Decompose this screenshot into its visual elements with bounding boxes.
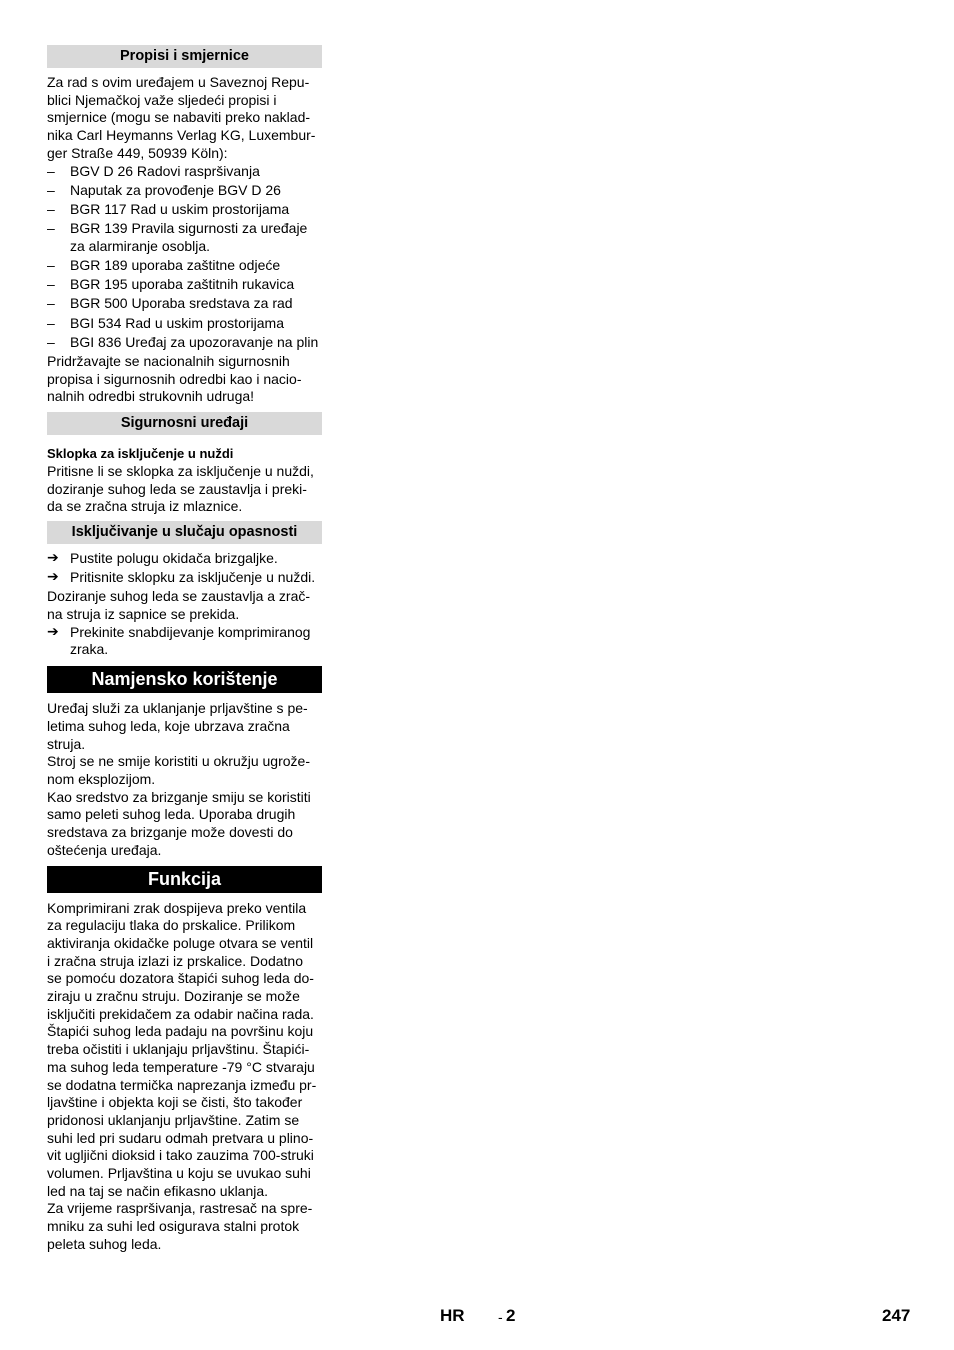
text-line: nom eksplozijom.: [47, 771, 156, 787]
list-item-text: zraka.: [70, 641, 109, 658]
dash-bullet: –: [47, 276, 55, 293]
section-heading-function: Funkcija: [47, 866, 322, 893]
list-item-text: za alarmiranje osoblja.: [70, 237, 211, 254]
text-line: Za vrijeme raspršivanja, rastresač na spre-: [47, 1200, 313, 1217]
text-line: Doziranje suhog leda se zaustavlja a zrač-: [47, 588, 311, 605]
instruction-step: [47, 550, 322, 568]
text-line: se dodatna termička naprezanja između pr-: [47, 1076, 317, 1093]
text-line: ma suhog leda temperature -79 °C stvaraju: [47, 1058, 315, 1075]
text-line: nalnih odredbi strukovnih udruga!: [47, 388, 255, 405]
section-heading-safety-devices: Sigurnosni uređaji: [47, 412, 322, 435]
text-line: propisa i sigurnosnih odredbi kao i nacio-: [47, 370, 302, 387]
regulations-outro: [47, 353, 322, 406]
dash-bullet: –: [47, 220, 55, 237]
dash-bullet: –: [47, 162, 55, 179]
page-number: 247: [882, 1306, 911, 1325]
regulation-item: [47, 295, 322, 313]
text-line: nika Carl Heymanns Verlag KG, Luxembur-: [47, 127, 316, 144]
list-item-text: BGR 117 Rad u uskim prostorijama: [70, 200, 290, 217]
dash-bullet: –: [47, 333, 55, 350]
list-item-text: BGI 836 Uređaj za upozoravanje na plin: [70, 333, 319, 350]
regulation-item: [47, 201, 322, 219]
instruction-step: [47, 624, 322, 659]
regulations-list: [47, 163, 322, 352]
shutdown-steps: [47, 550, 322, 587]
text-line: Kao sredstvo za brizganje smiju se koristiti: [47, 788, 311, 805]
arrow-icon: ➔: [47, 548, 59, 565]
regulation-item: [47, 257, 322, 275]
shutdown-text: [47, 588, 322, 623]
text-line: ljavštine i objekta koji se čisti, što također: [47, 1094, 303, 1111]
text-line: za regulaciju tlaka do prskalice. Prilikom: [47, 917, 296, 934]
text-line: oštećenja uređaja.: [47, 841, 162, 858]
text-line: Komprimirani zrak dospijeva preko ventila: [47, 899, 307, 916]
intended-use-text: [47, 700, 322, 859]
paragraph: [47, 789, 322, 860]
dash-bullet: –: [47, 295, 55, 312]
text-line: se pomoću dozatora štapići suhog leda do-: [47, 970, 314, 987]
list-item-text: Naputak za provođenje BGV D 26: [70, 181, 281, 198]
paragraph: [47, 753, 322, 788]
text-line: mniku za suhi led osigurava stalni protok: [47, 1218, 300, 1235]
footer-dash: -: [498, 1309, 503, 1325]
text-line: led na taj se način efikasno uklanja.: [47, 1182, 269, 1199]
shutdown-steps-2: [47, 624, 322, 659]
text-line: Pridržavajte se nacionalnih sigurnosnih: [47, 353, 290, 370]
text-line: letima suhog leda, koje ubrzava zračna: [47, 717, 290, 734]
text-line: blici Njemačkoj važe sljedeći propisi i: [47, 91, 277, 108]
list-item-text: BGR 500 Uporaba sredstava za rad: [70, 295, 293, 312]
text-line: suhi led pri sudaru odmah pretvara u plino-: [47, 1129, 314, 1146]
regulation-item: [47, 220, 322, 255]
emergency-switch-text: [47, 463, 322, 516]
paragraph: [47, 900, 322, 1201]
emergency-switch-subtitle: Sklopka za isključenje u nuždi: [47, 446, 234, 462]
list-item-text: Prekinite snabdijevanje komprimiranog: [70, 623, 311, 640]
regulation-item: [47, 334, 322, 352]
section-heading-emergency-shutdown: Isključivanje u slučaju opasnosti: [47, 521, 322, 544]
regulation-item: [47, 182, 322, 200]
function-text: [47, 900, 322, 1254]
list-item-text: BGI 534 Rad u uskim prostorijama: [70, 314, 284, 331]
arrow-icon: ➔: [47, 622, 59, 639]
list-item-text: Pustite polugu okidača brizgaljke.: [70, 549, 278, 566]
text-line: ziraju u zračnu struju. Doziranje se može: [47, 988, 300, 1005]
regulation-item: [47, 163, 322, 181]
text-line: samo peleti suhog leda. Uporaba drugih: [47, 806, 296, 823]
regulations-intro: [47, 74, 322, 163]
text-line: isključiti prekidačem za odabir načina rada.: [47, 1005, 314, 1022]
dash-bullet: –: [47, 314, 55, 331]
text-line: Uređaj služi za uklanjanje prljavštine s pe-: [47, 700, 308, 717]
text-line: peleta suhog leda.: [47, 1235, 162, 1252]
text-line: i zračna struja izlazi iz prskalice. Dodatno: [47, 952, 303, 969]
text-line: na struja iz sapnice se prekida.: [47, 606, 240, 623]
section-heading-intended-use: Namjensko korištenje: [47, 666, 322, 693]
text-line: treba očistiti i uklanjaju prljavštinu. Štapići-: [47, 1041, 310, 1058]
dash-bullet: –: [47, 200, 55, 217]
dash-bullet: –: [47, 181, 55, 198]
text-line: da se zračna struja iz mlaznice.: [47, 498, 243, 515]
text-line: Štapići suhog leda padaju na površinu koju: [47, 1023, 314, 1040]
text-line: aktiviranja okidačke poluge otvara se ventil: [47, 934, 314, 951]
text-line: pridonosi uklanjanju prljavštine. Zatim se: [47, 1111, 300, 1128]
text-line: sredstava za brizganje može dovesti do: [47, 824, 293, 841]
text-line: struja.: [47, 735, 86, 752]
text-line: smjernice (mogu se nabaviti preko naklad-: [47, 109, 311, 126]
arrow-icon: ➔: [47, 568, 59, 585]
text-line: Stroj se ne smije koristiti u okružju ugrože-: [47, 753, 310, 770]
regulation-item: [47, 276, 322, 294]
footer-section-number: 2: [506, 1306, 516, 1325]
list-item-text: Pritisnite sklopku za isključenje u nuždi.: [70, 569, 316, 586]
paragraph: [47, 700, 322, 753]
list-item-text: BGV D 26 Radovi raspršivanja: [70, 162, 260, 179]
dash-bullet: –: [47, 257, 55, 274]
instruction-step: [47, 569, 322, 587]
list-item-text: BGR 139 Pravila sigurnosti za uređaje: [70, 220, 308, 237]
text-line: doziranje suhog leda se zaustavlja i preki-: [47, 480, 307, 497]
footer-language: HR: [440, 1306, 465, 1325]
text-line: vit ugljični dioksid i tako zauzima 700-struki: [47, 1147, 314, 1164]
list-item-text: BGR 189 uporaba zaštitne odjeće: [70, 257, 281, 274]
section-heading-regulations: Propisi i smjernice: [47, 45, 322, 68]
text-line: Za rad s ovim uređajem u Saveznoj Repu-: [47, 74, 310, 90]
text-line: Pritisne li se sklopka za isključenje u nuždi,: [47, 462, 314, 479]
text-line: ger Straße 449, 50939 Köln):: [47, 144, 228, 161]
paragraph: [47, 1200, 322, 1253]
regulation-item: [47, 315, 322, 333]
text-line: volumen. Prljavština u koju se uvukao suhi: [47, 1165, 311, 1182]
text-column: [47, 45, 322, 1254]
list-item-text: BGR 195 uporaba zaštitnih rukavica: [70, 276, 295, 293]
